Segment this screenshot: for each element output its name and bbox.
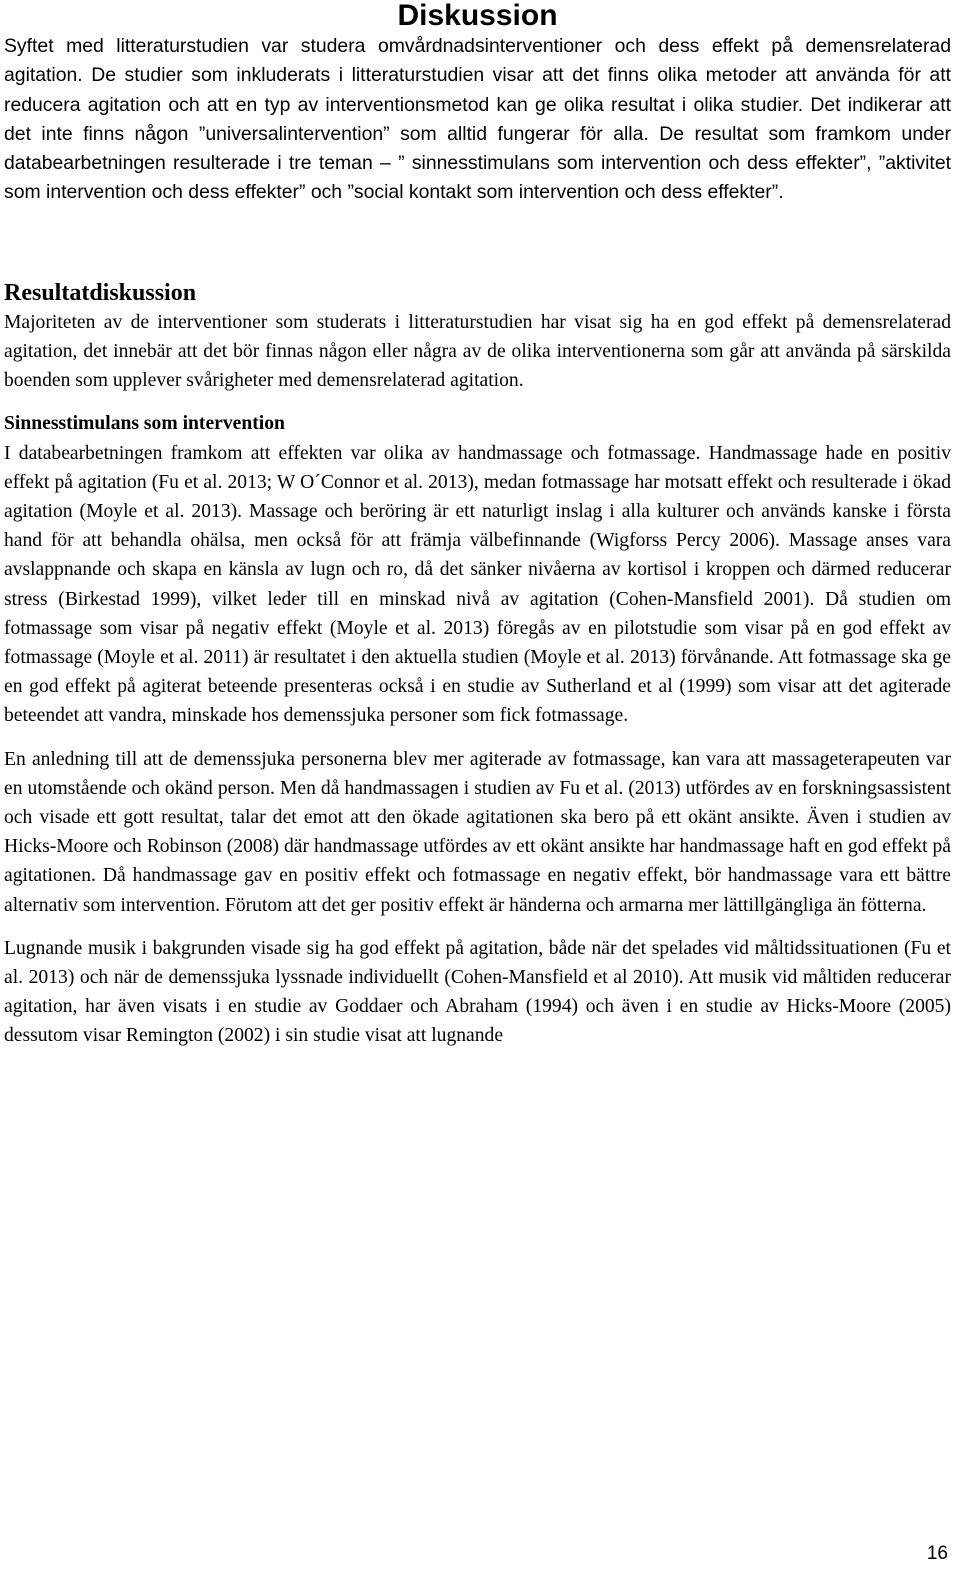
body-paragraph-3: Lugnande musik i bakgrunden visade sig ha god effekt på agitation, både när det spelades vid måltidssituationen (Fu et al. 2013) och när de demenssjuka lyssnade individuellt (Cohen-Mansfield et al 2010). Att musik vid måltiden reducerar agitation, har även visats i en studie av Goddaer och Abraham (1994) och även i en studie av Hicks-Moore (2005) dessutom visar Remington (2002) i sin studie visat att lugnande (4, 937, 951, 1047)
spacer (4, 395, 951, 409)
intro-paragraph: Syftet med litteraturstudien var studera omvårdnadsinterventioner och dess effekt på demensrelaterad agitation. De studier som inkluderats i litteraturstudien visar att det finns olika metoder att använda för att reducera agitation och att en typ av interventionsmetod kan ge olika resultat i olika studier. Det indikerar att det inte finns någon ”universalintervention” som alltid fungerar för alla. De resultat som framkom under databearbetningen resulterade i tre teman – ” sinnesstimulans som intervention och dess effekter”, ”aktivitet som intervention och dess effekter” och ”social kontakt som intervention och dess effekter”. (4, 35, 951, 204)
spacer (4, 208, 951, 278)
spacer (4, 731, 951, 745)
subsection-heading: Sinnesstimulans som intervention (4, 413, 285, 435)
page-title: Diskussion (397, 0, 558, 32)
section-intro-paragraph: Majoriteten av de interventioner som studerats i litteraturstudien har visat sig ha en god effekt på demensrelaterad agitation, det innebär att det bör finnas någon eller några av de olika interventionerna som går att använda på särskilda boenden som upplever svårigheter med demensrelaterad agitation. (4, 311, 951, 392)
page-number: 16 (926, 1543, 948, 1564)
page-content (4, 0, 951, 1051)
spacer (4, 920, 951, 934)
body-paragraph-2: En anledning till att de demenssjuka personerna blev mer agiterade av fotmassage, kan vara att massageterapeuten var en utomstående och okänd person. Men då handmassagen i studien av Fu et al. (2013) utfördes av en forskningsassistent och visade ett gott resultat, talar det emot att den ökade agitationen ska bero på ett okänt ansikte. Även i studien av Hicks-Moore och Robinson (2008) där handmassage utfördes av ett okänt ansikte har handmassage haft en god effekt på agitationen. Då handmassage gav en positiv effekt och fotmassage en negativ effekt, bör handmassage vara ett bättre alternativ som intervention. Förutom att det ger positiv effekt är händerna och armarna mer lättillgängliga än fötterna. (4, 748, 951, 916)
body-paragraph-1: I databearbetningen framkom att effekten var olika av handmassage och fotmassage. Handmassage hade en positiv effekt på agitation (Fu et al. 2013; W O´Connor et al. 2013), medan fotmassage har motsatt effekt och resulterade i ökad agitation (Moyle et al. 2013). Massage och beröring är ett naturligt inslag i alla kulturer och används kanske i första hand för att behandla ohälsa, men också för att främja välbefinnande (Wigforss Percy 2006). Massage anses vara avslappnande och skapa en känsla av lugn och ro, då det sänker nivåerna av kortisol i kroppen och därmed reducerar stress (Birkestad 1999), vilket leder till en minskad nivå av agitation (Cohen-Mansfield 2001). Då studien om fotmassage som visar på negativ effekt (Moyle et al. 2013) föregås av en pilotstudie som visar på en god effekt av fotmassage (Moyle et al. 2011) är resultatet i den aktuella studien (Moyle et al. 2013) förvånande. Att fotmassage ska ge en god effekt på agiterat beteende presenteras också i en studie av Sutherland et al (1999) som visar att det agiterade beteendet att vandra, minskade hos demenssjuka personer som fick fotmassage. (4, 442, 951, 727)
section-heading: Resultatdiskussion (4, 279, 197, 306)
